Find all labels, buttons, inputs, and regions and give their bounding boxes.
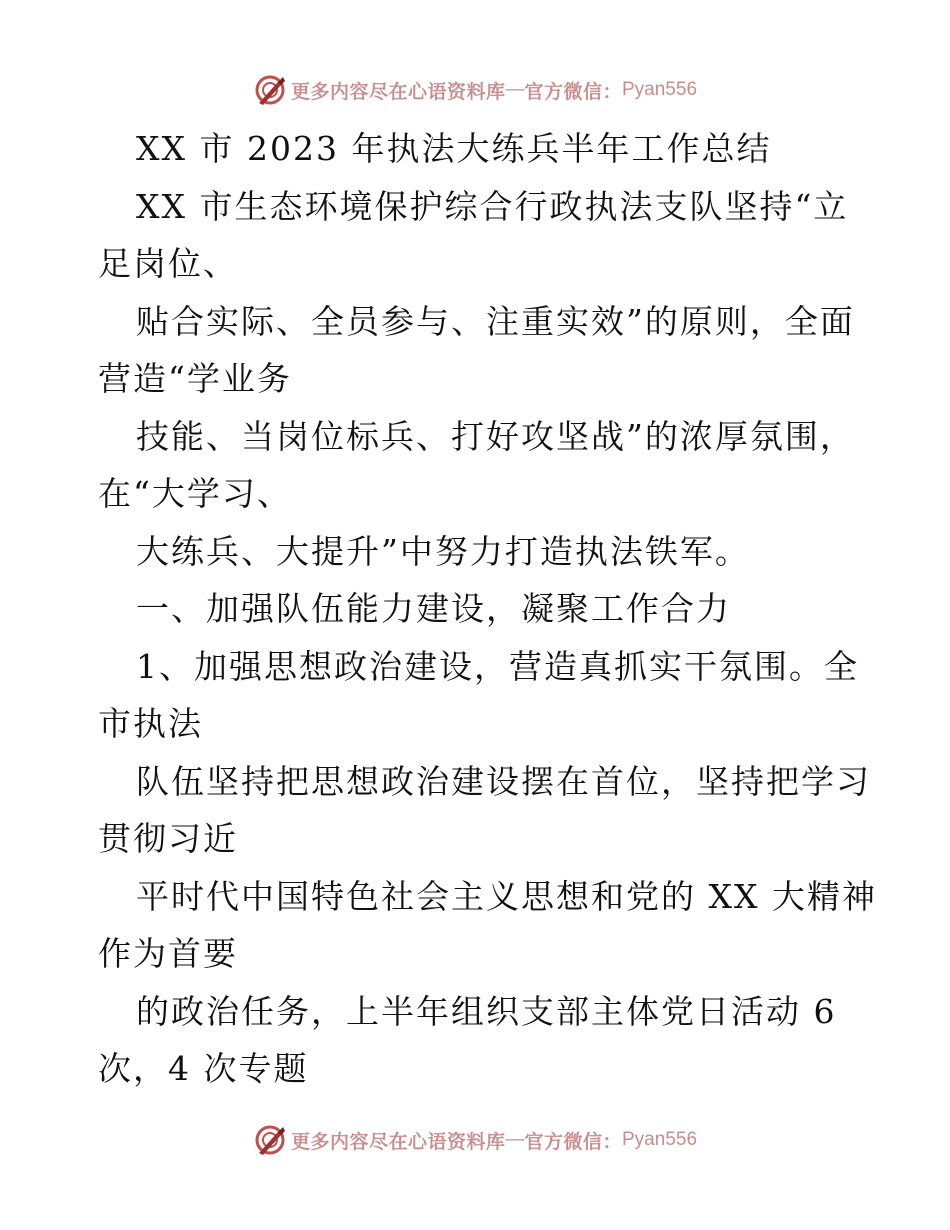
paragraph-line: 的政治任务，上半年组织支部主体党日活动 6 [136,991,837,1031]
watermark-text: 更多内容尽在心语资料库 [290,80,506,103]
document-body [98,120,877,1098]
paragraph-line: 作为首要 [98,934,238,973]
paragraph-line: 平时代中国特色社会主义思想和党的 XX 大精神 [136,876,877,916]
paragraph-line: 大练兵、大提升”中努力打造执法铁军。 [136,531,750,571]
paragraph-line: 贴合实际、全员参与、注重实效”的原则，全面 [136,301,855,341]
watermark-label: 官方微信： [524,80,622,103]
paragraph-line: 营造“学业务 [98,359,292,398]
watermark-text: 更多内容尽在心语资料库 [290,1130,506,1153]
watermark-dash: — [505,1129,525,1150]
paragraph-line: 在“大学习、 [98,474,292,513]
paragraph-line: 技能、当岗位标兵、打好攻坚战”的浓厚氛围， [136,416,855,456]
watermark-id: Pyan556 [622,1129,698,1150]
paragraph-line: 1、加强思想政治建设，营造真抓实干氛围。全 [136,646,859,686]
watermark-dash: — [505,79,525,100]
paragraph-line: 贯彻习近 [98,819,238,858]
document-title: XX 市 2023 年执法大练兵半年工作总结 [136,129,772,168]
paragraph-line: 队伍坚持把思想政治建设摆在首位，坚持把学习 [136,761,871,801]
header-watermark [0,70,950,110]
pen-logo-icon [253,1123,287,1157]
watermark-id: Pyan556 [622,79,698,100]
paragraph-line: 足岗位、 [98,244,238,283]
section-heading: 一、加强队伍能力建设，凝聚工作合力 [136,589,731,628]
watermark-label: 官方微信： [524,1130,622,1153]
paragraph-line: 次，4 次专题 [98,1049,309,1088]
footer-watermark [0,1120,950,1160]
pen-logo-icon [253,73,287,107]
paragraph-line: 市执法 [98,704,203,743]
paragraph-line: XX 市生态环境保护综合行政执法支队坚持“立 [136,186,849,226]
